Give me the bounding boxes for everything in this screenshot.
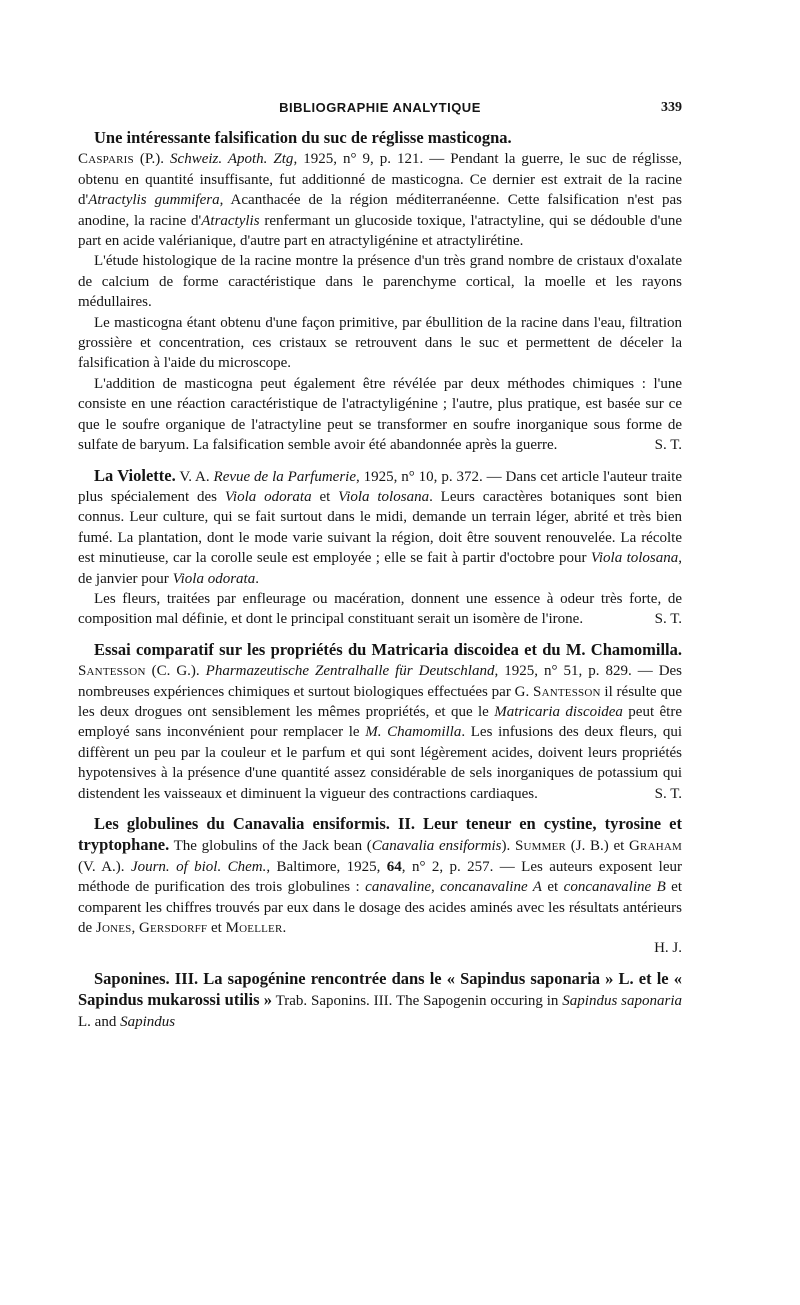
article-globulines bbox=[78, 814, 682, 959]
article-violette bbox=[78, 466, 682, 630]
citation: , 1925, n° 51, p. 829. — bbox=[494, 663, 659, 680]
signature: S. T. bbox=[654, 611, 682, 628]
running-title: BIBLIOGRAPHIE ANALYTIQUE bbox=[279, 100, 481, 115]
signature: S. T. bbox=[654, 785, 682, 802]
article-title: Essai comparatif sur les propriétés du Matricaria discoidea et du M. Chamomilla. bbox=[94, 639, 682, 659]
journal-name: Revue de la Parfumerie bbox=[213, 468, 356, 485]
signature: S. T. bbox=[654, 437, 682, 454]
article-paragraph: La Violette. V. A. Revue de la Parfumerie, 1925, n° 10, p. 372. — Dans cet article l'auteur traite plus spécialement des Viola odorata et Viola tolosana. Leurs caractères botaniques sont bien connus. Leur culture, qui se fait surtout dans le midi, demande un terrain léger, abrité et très bien fumé. La plantation, dont le mode varie suivant la région, doit être souvent renouvelée. La récolte est minutieuse, car la corolle seule est employée ; elle se fait à partir d'octobre pour Viola tolosana, de janvier pour Viola odorata. bbox=[78, 465, 683, 587]
article-title: Les globulines du Canavalia ensiformis. II. Leur teneur en cystine, tyrosine et tryptophane. bbox=[78, 814, 682, 855]
citation: , 1925, n° 9, p. 121. — bbox=[293, 151, 451, 168]
article-masticogna bbox=[78, 128, 682, 456]
journal-name: Journ. of biol. Chem. bbox=[130, 858, 267, 875]
article-paragraph: Saponines. III. La sapogénine rencontrée dans le « Sapindus saponaria » L. et le « Sapindus mukarossi utilis » Trab. Saponins. III. The Sapogenin occuring in Sapindus saponaria L. and Sapindus bbox=[78, 968, 682, 1030]
article-paragraph: Les fleurs, traitées par enfleurage ou macération, donnent une essence à odeur très forte, de composition mal définie, et dont le principal constituant serait un isomère de l'irone. S. T. bbox=[78, 589, 682, 630]
journal-name: Schweiz. Apoth. Ztg bbox=[170, 151, 294, 168]
article-title: Saponines. III. La sapogénine rencontrée dans le « Sapindus saponaria » L. et le « Sapindus mukarossi utilis » bbox=[78, 968, 682, 1010]
journal-name: Pharmazeutische Zentralhalle für Deutschland bbox=[205, 663, 495, 680]
article-title: Une intéressante falsification du suc de réglisse masticogna. bbox=[94, 128, 512, 147]
article-paragraph: Le masticogna étant obtenu d'une façon primitive, par ébullition de la racine dans l'eau, filtration grossière et concentration, ces cristaux se retrouvent dans le suc et permettent de déceler la falsification à l'aide du microscope. bbox=[78, 314, 682, 372]
article-paragraph: Les globulines du Canavalia ensiformis. II. Leur teneur en cystine, tyrosine et tryptophane. The globulins of the Jack bean (Canavalia ensiformis). Summer (J. B.) et Graham (V. A.). Journ. of biol. Chem., Baltimore, 1925, 64, n° 2, p. 257. — Les auteurs exposent leur méthode de purification des trois globulines : canavaline, concanavaline A et concanavaline B et comparent les chiffres trouvés par eux dans le dosage des acides aminés avec les résultats antérieurs de Jones, Gersdorff et Moeller. bbox=[78, 814, 683, 937]
page-header bbox=[78, 100, 682, 120]
article-paragraph: Une intéressante falsification du suc de réglisse masticogna. Casparis (P.). Schweiz. Apoth. Ztg, 1925, n° 9, p. 121. — Pendant la guerre, le suc de réglisse, obtenu en quantité insuffisante, fut additionné de masticogna. Ce dernier est extrait de la racine d'Atractylis gummifera, Acanthacée de la région méditerranéenne. Cette falsification n'est pas anodine, la racine d'Atractylis renfermant un glucoside toxique, l'atractyline, qui se dédouble d'une part en acide valérianique, d'autre part en atractyligénine et atractylirétine. bbox=[78, 128, 683, 250]
author-name: Casparis bbox=[78, 151, 134, 168]
article-paragraph: L'étude histologique de la racine montre la présence d'un très grand nombre de cristaux d'oxalate de calcium de forme caractéristique dans le parenchyme cortical, la moelle et les rayons médullaires. bbox=[78, 253, 682, 311]
citation: , 1925, n° 10, p. 372. — bbox=[356, 468, 506, 485]
author-name: Summer bbox=[514, 838, 567, 855]
body-text bbox=[78, 128, 682, 1042]
author-name: Graham bbox=[629, 838, 682, 855]
article-paragraph: L'addition de masticogna peut également être révélée par deux méthodes chimiques : l'une consiste en une réaction caractéristique de l'atractyligénine ; l'autre, plus pratique, est basée sur ce que le soufre organique de l'atractyline peut se transformer en soufre inorganique sous forme de sulfate de baryum. La falsification semble avoir été abandonnée après la guerre. S. T. bbox=[78, 374, 682, 456]
author-name: Santesson bbox=[78, 663, 146, 680]
article-saponines bbox=[78, 969, 682, 1032]
page-number: 339 bbox=[661, 100, 682, 115]
signature: H. J. bbox=[654, 940, 682, 957]
article-paragraph: Essai comparatif sur les propriétés du Matricaria discoidea et du M. Chamomilla. Santesson (C. G.). Pharmazeutische Zentralhalle für Deutschland, 1925, n° 51, p. 829. — Des nombreuses expériences chimiques et surtout biologiques effectuées par G. Santesson il résulte que les deux drogues ont sensiblement les mêmes propriétés, et que le Matricaria discoidea peut être employé sans inconvénient pour remplacer le M. Chamomilla. Les infusions des deux fleurs, qui diffèrent un peu par la couleur et le parfum et qui sont légèrement acides, doivent leurs propriétés hypotensives à la présence d'une quantité assez considérable de sels inorganiques de potassium qui distendent les vaisseaux et diminuent la vigueur des contractions cardiaques. S. T. bbox=[78, 640, 682, 804]
article-matricaria bbox=[78, 640, 682, 804]
article-title: La Violette. bbox=[94, 465, 176, 485]
